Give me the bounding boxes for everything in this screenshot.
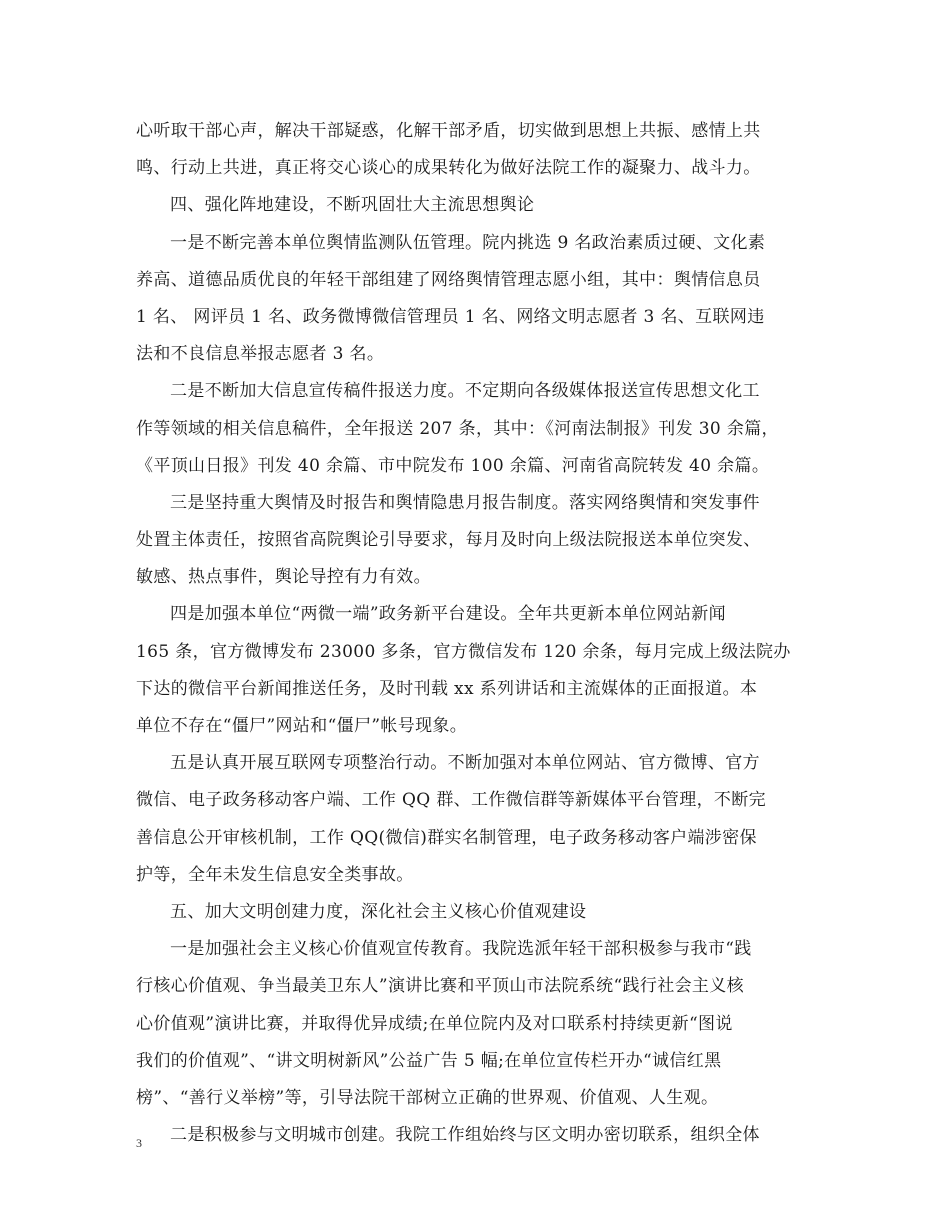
text-line: 四、强化阵地建设，不断巩固壮大主流思想舆论 [170,195,535,216]
text-line: 四是加强本单位“两微一端”政务新平台建设。全年共更新本单位网站新闻 [170,604,726,625]
text-line: 二是不断加大信息宣传稿件报送力度。不定期向各级媒体报送宣传思想文化工 [170,381,760,402]
text-line: 165 条，官方微博发布 23000 多条，官方微信发布 120 余条，每月完成上级法院办 [136,641,791,662]
text-line: 《平顶山日报》刊发 40 余篇、市中院发布 100 余篇、河南省高院转发 40 余篇。 [136,455,770,476]
text-line: 微信、电子政务移动客户端、工作 QQ 群、工作微信群等新媒体平台管理，不断完 [136,790,766,811]
text-line: 单位不存在“僵尸”网站和“僵尸”帐号现象。 [136,716,468,736]
text-line: 五是认真开展互联网专项整治行动。不断加强对本单位网站、官方微博、官方 [170,753,760,774]
text-line: 作等领域的相关信息稿件，全年报送 207 条，其中：《河南法制报》刊发 30 余篇， [136,418,779,439]
text-line: 三是坚持重大舆情及时报告和舆情隐患月报告制度。落实网络舆情和突发事件 [170,492,760,513]
text-line: 护等，全年未发生信息安全类事故。 [136,864,414,885]
text-line: 处置主体责任，按照省高院舆论引导要求，每月及时向上级法院报送本单位突发、 [136,530,761,551]
text-line: 五、加大文明创建力度，深化社会主义核心价值观建设 [170,901,587,922]
text-line: 行核心价值观、争当最美卫东人”演讲比赛和平顶山市法院系统“践行社会主义核 [136,976,744,997]
text-line: 法和不良信息举报志愿者 3 名。 [136,344,385,365]
text-line: 养高、道德品质优良的年轻干部组建了网络舆情管理志愿小组，其中：舆情信息员 [136,269,761,290]
page-number: 3 [136,1136,142,1150]
text-line: 敏感、热点事件，舆论导控有力有效。 [136,567,431,588]
text-line: 心价值观”演讲比赛，并取得优异成绩;在单位院内及对口联系村持续更新“图说 [136,1013,733,1034]
text-line: 二是积极参与文明城市创建。我院工作组始终与区文明办密切联系，组织全体 [170,1125,760,1146]
text-line: 1 名、 网评员 1 名、政务微博微信管理员 1 名、网络文明志愿者 3 名、互联网违 [136,306,765,327]
text-line: 心听取干部心声，解决干部疑惑，化解干部矛盾，切实做到思想上共振、感情上共 [136,121,761,141]
text-line: 一是不断完善本单位舆情监测队伍管理。院内挑选 9 名政治素质过硬、文化素 [170,232,766,253]
text-line: 榜”、“善行义举榜”等，引导法院干部树立正确的世界观、价值观、人生观。 [136,1087,719,1108]
text-line: 善信息公开审核机制，工作 QQ(微信)群实名制管理，电子政务移动客户端涉密保 [136,827,757,848]
text-line: 下达的微信平台新闻推送任务，及时刊载 xx 系列讲话和主流媒体的正面报道。本 [136,678,758,699]
document-body [136,113,826,1154]
text-line: 我们的价值观”、“讲文明树新风”公益广告 5 幅;在单位宣传栏开办“诚信红黑 [136,1050,722,1071]
text-line: 鸣、行动上共进，真正将交心谈心的成果转化为做好法院工作的凝聚力、战斗力。 [136,158,761,179]
text-line: 一是加强社会主义核心价值观宣传教育。我院选派年轻干部积极参与我市“践 [170,939,752,960]
